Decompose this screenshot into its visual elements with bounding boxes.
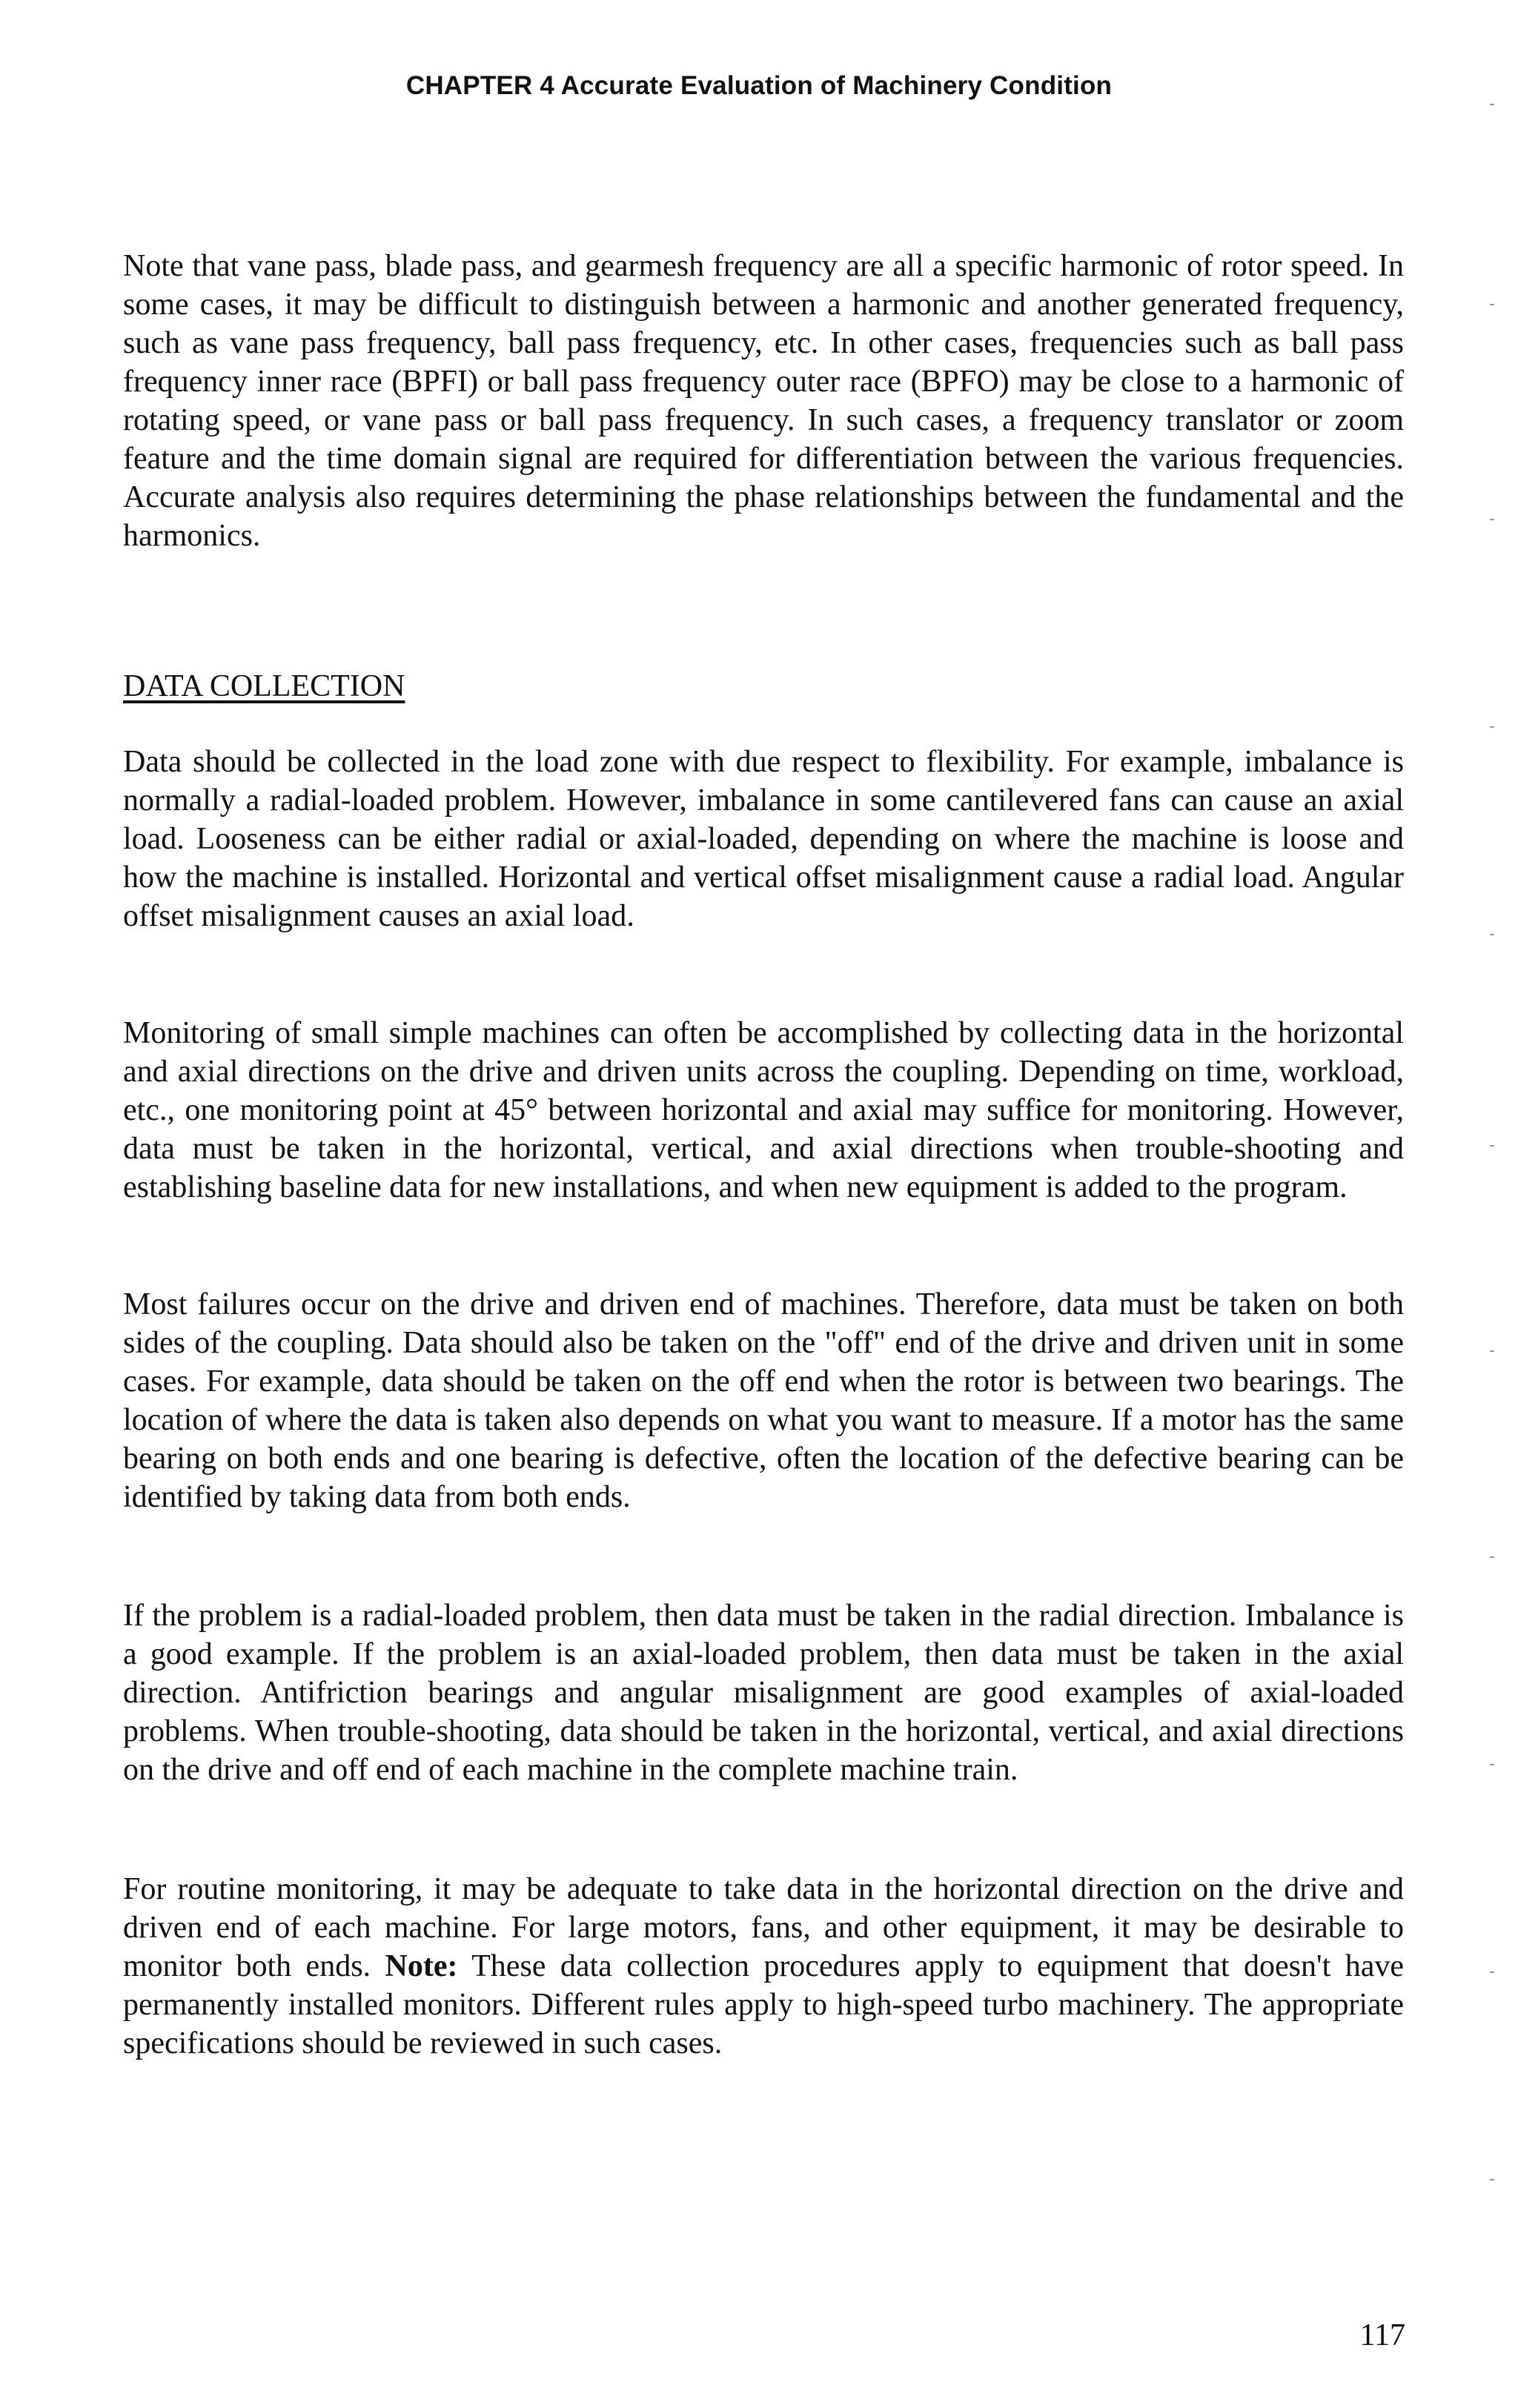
margin-mark bbox=[1490, 1145, 1494, 1147]
intro-paragraph: Note that vane pass, blade pass, and gearmesh frequency are all a specific harmonic of rotor speed. In some cases, it may be difficult to distinguish between a harmonic and another generated frequency, such as vane pass frequency, ball pass frequency, etc. In other cases, frequencies such as ball pass frequency inner race (BPFI) or ball pass frequency outer race (BPFO) may be close to a harmonic of rotating speed, or vane pass or ball pass frequency. In such cases, a frequency translator or zoom feature and the time domain signal are required for differentiation between the various frequencies. Accurate analysis also requires determining the phase relationships between the fundamental and the harmonics. bbox=[123, 249, 1404, 553]
margin-mark bbox=[1490, 1971, 1494, 1973]
margin-mark bbox=[1490, 726, 1494, 728]
margin-mark bbox=[1490, 304, 1494, 305]
running-header: CHAPTER 4 Accurate Evaluation of Machinery Condition bbox=[405, 71, 1113, 100]
paragraph-routine-monitoring bbox=[123, 1870, 1404, 2063]
margin-mark bbox=[1490, 1556, 1494, 1558]
paragraph-small-machines: Monitoring of small simple machines can often be accomplished by collecting data in the horizontal and axial directions on the drive and driven units across the coupling. Depending on time, workload, etc., one monitoring point at 45° between horizontal and axial may suffice for monitoring. However, data must be taken in the horizontal, vertical, and axial directions when trouble-shooting and establishing baseline data for new installations, and when new equipment is added to the program. bbox=[123, 1016, 1404, 1204]
margin-mark bbox=[1490, 934, 1494, 935]
page-number: 117 bbox=[1359, 2318, 1405, 2352]
margin-mark bbox=[1490, 104, 1494, 105]
paragraph-failures: Most failures occur on the drive and driven end of machines. Therefore, data must be taken on both sides of the coupling. Data should also be taken on the "off" end of the drive and driven unit in some cases. For example, data should be taken on the off end when the rotor is between two bearings. The location of where the data is taken also depends on what you want to measure. If a motor has the same bearing on both ends and one bearing is defective, often the location of the defective bearing can be identified by taking data from both ends. bbox=[123, 1287, 1404, 1514]
margin-mark bbox=[1490, 1764, 1494, 1765]
paragraph-load-zone: Data should be collected in the load zone with due respect to flexibility. For example, imbalance is normally a radial-loaded problem. However, imbalance in some cantilevered fans can cause an axial load. Looseness can be either radial or axial-loaded, depending on where the machine is loose and how the machine is installed. Horizontal and vertical offset misalignment cause a radial load. Angular offset misalignment causes an axial load. bbox=[123, 745, 1404, 933]
section-heading: DATA COLLECTION bbox=[123, 669, 405, 703]
paragraph-radial-axial: If the problem is a radial-loaded problem, then data must be taken in the radial direction. Imbalance is a good example. If the problem is an axial-loaded problem, then data must be taken in the axial direction. Antifriction bearings and angular misalignment are good examples of axial-loaded problems. When trouble-shooting, data should be taken in the horizontal, vertical, and axial directions on the drive and off end of each machine in the complete machine train. bbox=[123, 1599, 1404, 1787]
margin-mark bbox=[1490, 1350, 1494, 1352]
note-label: Note: bbox=[385, 1949, 458, 1983]
margin-mark bbox=[1490, 2179, 1494, 2180]
margin-mark bbox=[1490, 519, 1494, 520]
routine-text-start: For routine monitoring, it may be adequate to take data in the horizontal direction on the drive and driven end of each machine. For large motors, fans, and other equipment, it may be desirable to monitor both ends. bbox=[123, 1872, 1404, 1983]
routine-text-end: These data collection procedures apply to equipment that doesn't have permanently installed monitors. Different rules apply to high-speed turbo machinery. The appropriate specifications should be reviewed in such cases. bbox=[123, 1949, 1404, 2060]
